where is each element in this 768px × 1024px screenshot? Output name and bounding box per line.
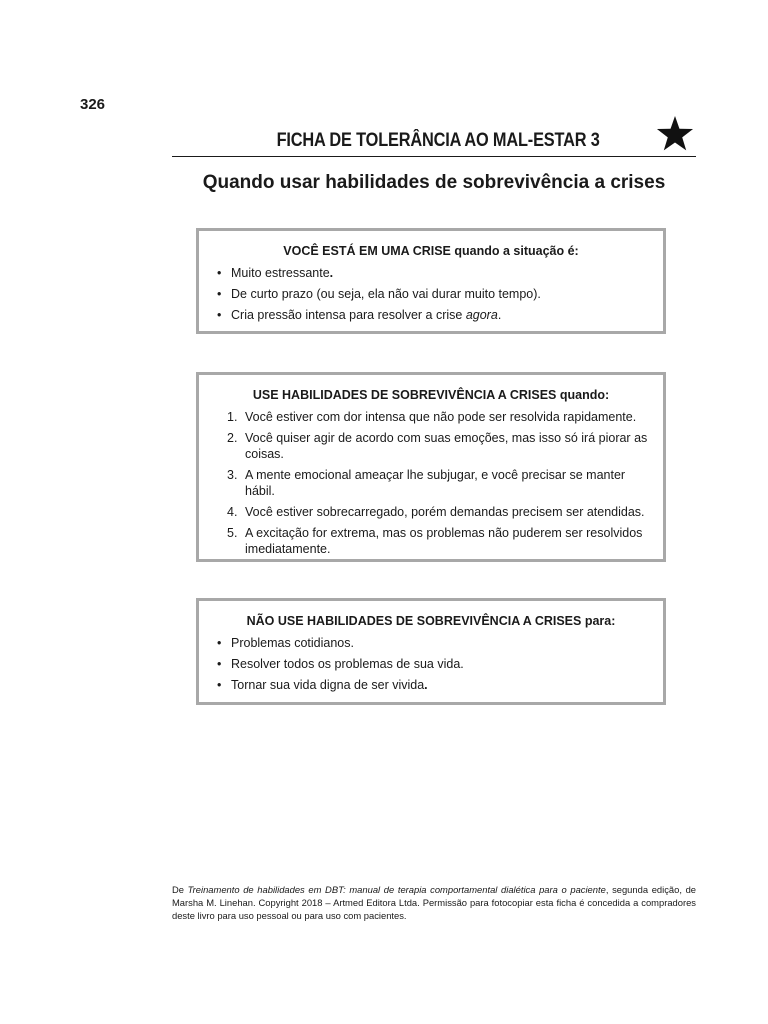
copyright-footer: De Treinamento de habilidades em DBT: manual de terapia comportamental dialética para o paciente, segunda edição, de Marsha M. Linehan. Copyright 2018 – Artmed Editora Ltda. Permissão para fotocopiar esta ficha é concedida a compradores deste livro para uso pessoal ou para uso com pacientes. bbox=[172, 884, 696, 921]
star-icon bbox=[656, 115, 694, 153]
list-item: • Problemas cotidianos. bbox=[213, 635, 649, 651]
list-item: • Tornar sua vida digna de ser vivida. bbox=[213, 677, 649, 693]
dont-use-skills-box bbox=[196, 598, 666, 705]
crisis-heading-rest: quando a situação é: bbox=[450, 244, 579, 258]
list-item: • Cria pressão intensa para resolver a crise agora. bbox=[213, 307, 649, 323]
list-item: 5. A excitação for extrema, mas os problemas não puderem ser resolvidos imediatamente. bbox=[227, 526, 643, 556]
use-box-heading: USE HABILIDADES DE SOBREVIVÊNCIA A CRISES quando: bbox=[252, 388, 610, 402]
dont-box-heading: NÃO USE HABILIDADES DE SOBREVIVÊNCIA A CRISES para: bbox=[246, 614, 616, 628]
crisis-heading-bold: VOCÊ ESTÁ EM UMA CRISE bbox=[283, 244, 451, 258]
list-item: 2. Você quiser agir de acordo com suas emoções, mas isso só irá piorar as coisas. bbox=[227, 431, 648, 461]
page-number: 326 bbox=[80, 96, 106, 113]
list-item: • De curto prazo (ou seja, ela não vai durar muito tempo). bbox=[213, 286, 649, 302]
list-item: • Resolver todos os problemas de sua vida. bbox=[213, 656, 649, 672]
list-item: • Muito estressante. bbox=[213, 265, 649, 281]
dont-list bbox=[213, 635, 649, 693]
use-skills-box bbox=[196, 372, 666, 562]
list-item: 1. Você estiver com dor intensa que não pode ser resolvida rapidamente. bbox=[227, 410, 637, 424]
page-subtitle: Quando usar habilidades de sobrevivência a crises bbox=[202, 172, 666, 193]
handout-header bbox=[172, 118, 696, 157]
book-title: Treinamento de habilidades em DBT: manual de terapia comportamental dialética para o paciente bbox=[187, 884, 606, 895]
crisis-box-heading bbox=[213, 243, 649, 259]
list-item: 3. A mente emocional ameaçar lhe subjugar, e você precisar se manter hábil. bbox=[227, 468, 626, 498]
handout-title: FICHA DE TOLERÂNCIA AO MAL-ESTAR 3 bbox=[276, 130, 600, 151]
list-item: 4. Você estiver sobrecarregado, porém demandas precisem ser atendidas. bbox=[227, 505, 645, 519]
crisis-list bbox=[213, 265, 649, 323]
use-list bbox=[213, 409, 649, 557]
crisis-definition-box bbox=[196, 228, 666, 334]
